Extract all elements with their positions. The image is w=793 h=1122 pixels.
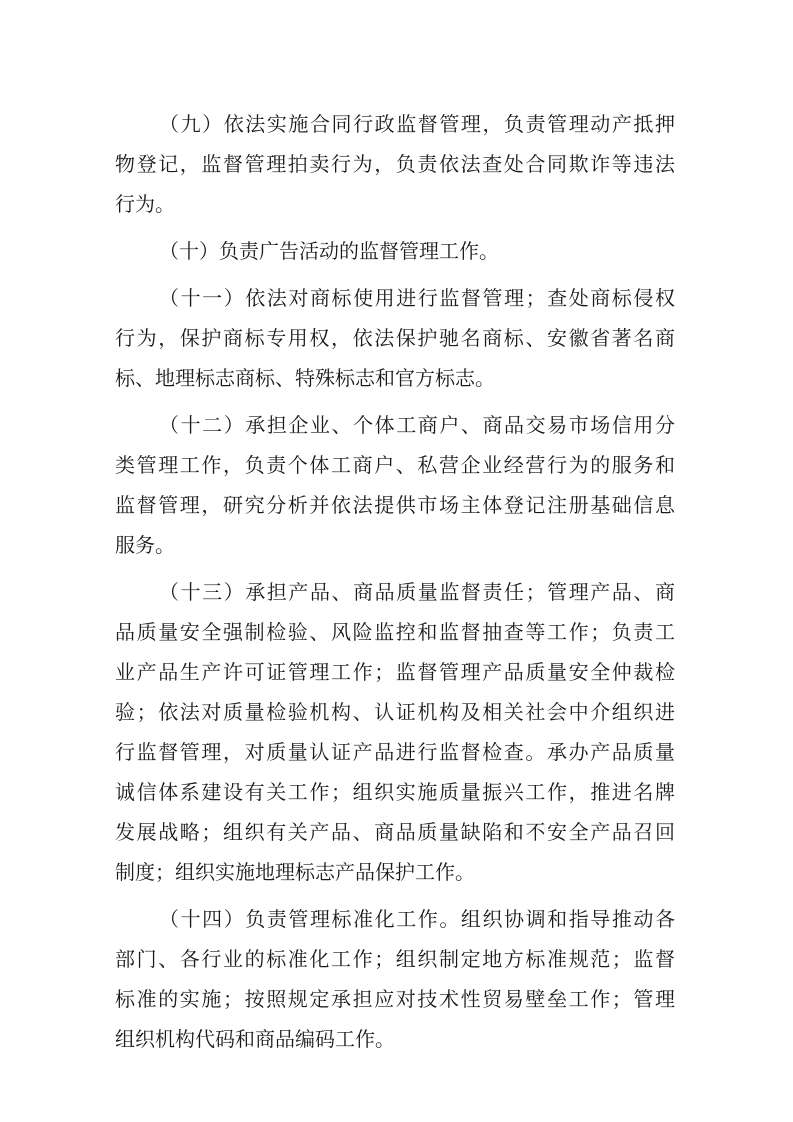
- text-line: 监督管理，研究分析并依法提供市场主体登记注册基础信息: [115, 493, 675, 517]
- text-line: （九）依法实施合同行政监督管理，负责管理动产抵押: [159, 112, 675, 136]
- text-line: 制度；组织实施地理标志产品保护工作。: [115, 860, 475, 884]
- text-line: 组织机构代码和商品编码工作。: [115, 1027, 395, 1051]
- paragraph-item-14: [115, 899, 675, 1059]
- text-line: 标准的实施；按照规定承担应对技术性贸易壁垒工作；管理: [115, 987, 675, 1011]
- text-line: （十）负责广告活动的监督管理工作。: [159, 239, 499, 263]
- text-line: 服务。: [115, 533, 175, 557]
- paragraph-item-12: [115, 405, 675, 565]
- text-line: 部门、各行业的标准化工作；组织制定地方标准规范；监督: [115, 947, 675, 971]
- text-line: 行为，保护商标专用权，依法保护驰名商标、安徽省著名商: [115, 326, 675, 350]
- text-line: 行监督管理，对质量认证产品进行监督检查。承办产品质量: [115, 740, 675, 764]
- paragraph-item-13: [115, 572, 675, 892]
- text-line: 诚信体系建设有关工作；组织实施质量振兴工作，推进名牌: [115, 780, 675, 804]
- paragraph-item-10: [115, 231, 675, 271]
- text-line: （十四）负责管理标准化工作。组织协调和指导推动各: [159, 907, 675, 931]
- document-body: [115, 104, 675, 1059]
- text-line: （十三）承担产品、商品质量监督责任；管理产品、商: [159, 580, 675, 604]
- text-line: 类管理工作，负责个体工商户、私营企业经营行为的服务和: [115, 453, 675, 477]
- text-line: 标、地理标志商标、特殊标志和官方标志。: [115, 366, 495, 390]
- text-line: （十一）依法对商标使用进行监督管理；查处商标侵权: [159, 286, 675, 310]
- text-line: 物登记，监督管理拍卖行为，负责依法查处合同欺诈等违法: [115, 152, 675, 176]
- text-line: 品质量安全强制检验、风险监控和监督抽查等工作；负责工: [115, 620, 675, 644]
- text-line: 发展战略；组织有关产品、商品质量缺陷和不安全产品召回: [115, 820, 675, 844]
- paragraph-item-9: [115, 104, 675, 224]
- text-line: 行为。: [115, 192, 175, 216]
- paragraph-item-11: [115, 278, 675, 398]
- text-line: （十二）承担企业、个体工商户、商品交易市场信用分: [159, 413, 675, 437]
- text-line: 业产品生产许可证管理工作；监督管理产品质量安全仲裁检: [115, 660, 675, 684]
- text-line: 验；依法对质量检验机构、认证机构及相关社会中介组织进: [115, 700, 675, 724]
